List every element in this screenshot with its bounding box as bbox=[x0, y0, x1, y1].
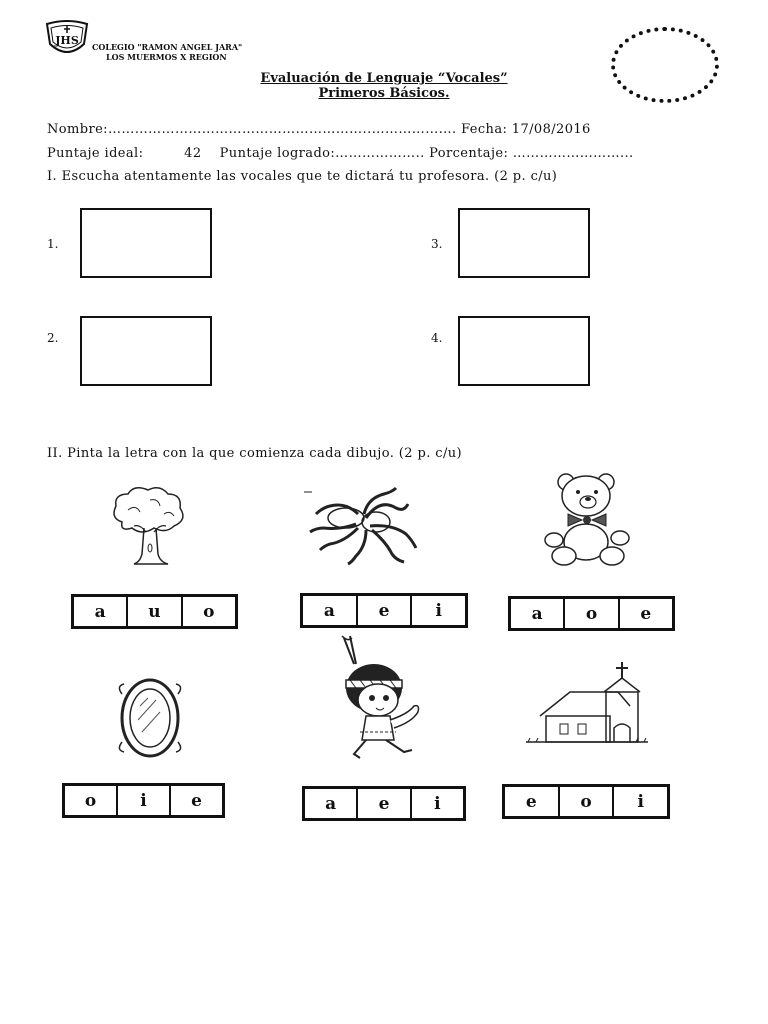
nombre-fecha-line: Nombre:…………………………………………………..………………. Fecha: 17/08/2016 bbox=[47, 122, 591, 137]
item-number-2: 2. bbox=[47, 331, 59, 345]
church-icon bbox=[522, 658, 672, 768]
letter-option[interactable]: a bbox=[531, 603, 543, 624]
letter-option[interactable]: e bbox=[356, 789, 409, 818]
logo-text: JHS bbox=[55, 34, 79, 47]
answer-box-4[interactable] bbox=[458, 316, 590, 386]
letter-option[interactable]: i bbox=[612, 787, 667, 816]
document-subtitle: Primeros Básicos. bbox=[318, 86, 450, 101]
answer-box-1[interactable] bbox=[80, 208, 212, 278]
school-name bbox=[92, 42, 242, 62]
letter-option[interactable]: a bbox=[94, 601, 106, 622]
spider-icon bbox=[300, 484, 450, 594]
school-logo-icon bbox=[44, 20, 90, 60]
letter-option[interactable]: o bbox=[181, 597, 235, 626]
letter-option[interactable]: u bbox=[126, 597, 180, 626]
letter-option[interactable]: e bbox=[525, 791, 537, 812]
letter-option[interactable]: a bbox=[323, 600, 335, 621]
item-number-3: 3. bbox=[431, 237, 443, 251]
tree-icon bbox=[80, 480, 230, 590]
item-number-4: 4. bbox=[431, 331, 443, 345]
letter-option[interactable]: o bbox=[563, 599, 617, 628]
letters-row-2 bbox=[300, 593, 468, 628]
answer-box-2[interactable] bbox=[80, 316, 212, 386]
letters-row-6 bbox=[502, 784, 670, 819]
letter-option[interactable]: i bbox=[116, 786, 169, 815]
letter-option[interactable]: i bbox=[410, 789, 463, 818]
letter-option[interactable]: e bbox=[618, 599, 672, 628]
letter-option[interactable]: o bbox=[558, 787, 613, 816]
letters-row-4 bbox=[62, 783, 225, 818]
letters-row-5 bbox=[302, 786, 466, 821]
letter-option[interactable]: i bbox=[410, 596, 465, 625]
school-line-1: COLEGIO "RAMON ANGEL JARA" bbox=[92, 42, 243, 52]
school-line-2: LOS MUERMOS X REGION bbox=[106, 52, 227, 62]
letter-option[interactable]: e bbox=[169, 786, 222, 815]
letter-option[interactable]: o bbox=[84, 790, 97, 811]
letter-option[interactable]: e bbox=[356, 596, 411, 625]
answer-box-3[interactable] bbox=[458, 208, 590, 278]
item-number-1: 1. bbox=[47, 237, 59, 251]
section1-instruction: I. Escucha atentamente las vocales que te dictará tu profesora. (2 p. c/u) bbox=[47, 169, 558, 184]
letter-option[interactable]: a bbox=[325, 793, 337, 814]
document-title: Evaluación de Lenguaje “Vocales” bbox=[260, 71, 508, 86]
indian-child-icon bbox=[320, 634, 470, 744]
letters-row-3 bbox=[508, 596, 675, 631]
puntaje-line: Puntaje ideal: 42 Puntaje logrado:……………….. Porcentaje: ……………………... bbox=[47, 146, 634, 161]
teddy-bear-icon bbox=[532, 468, 682, 578]
mirror-icon bbox=[90, 676, 240, 786]
section2-instruction: II. Pinta la letra con la que comienza cada dibujo. (2 p. c/u) bbox=[47, 446, 462, 461]
letters-row-1 bbox=[71, 594, 238, 629]
